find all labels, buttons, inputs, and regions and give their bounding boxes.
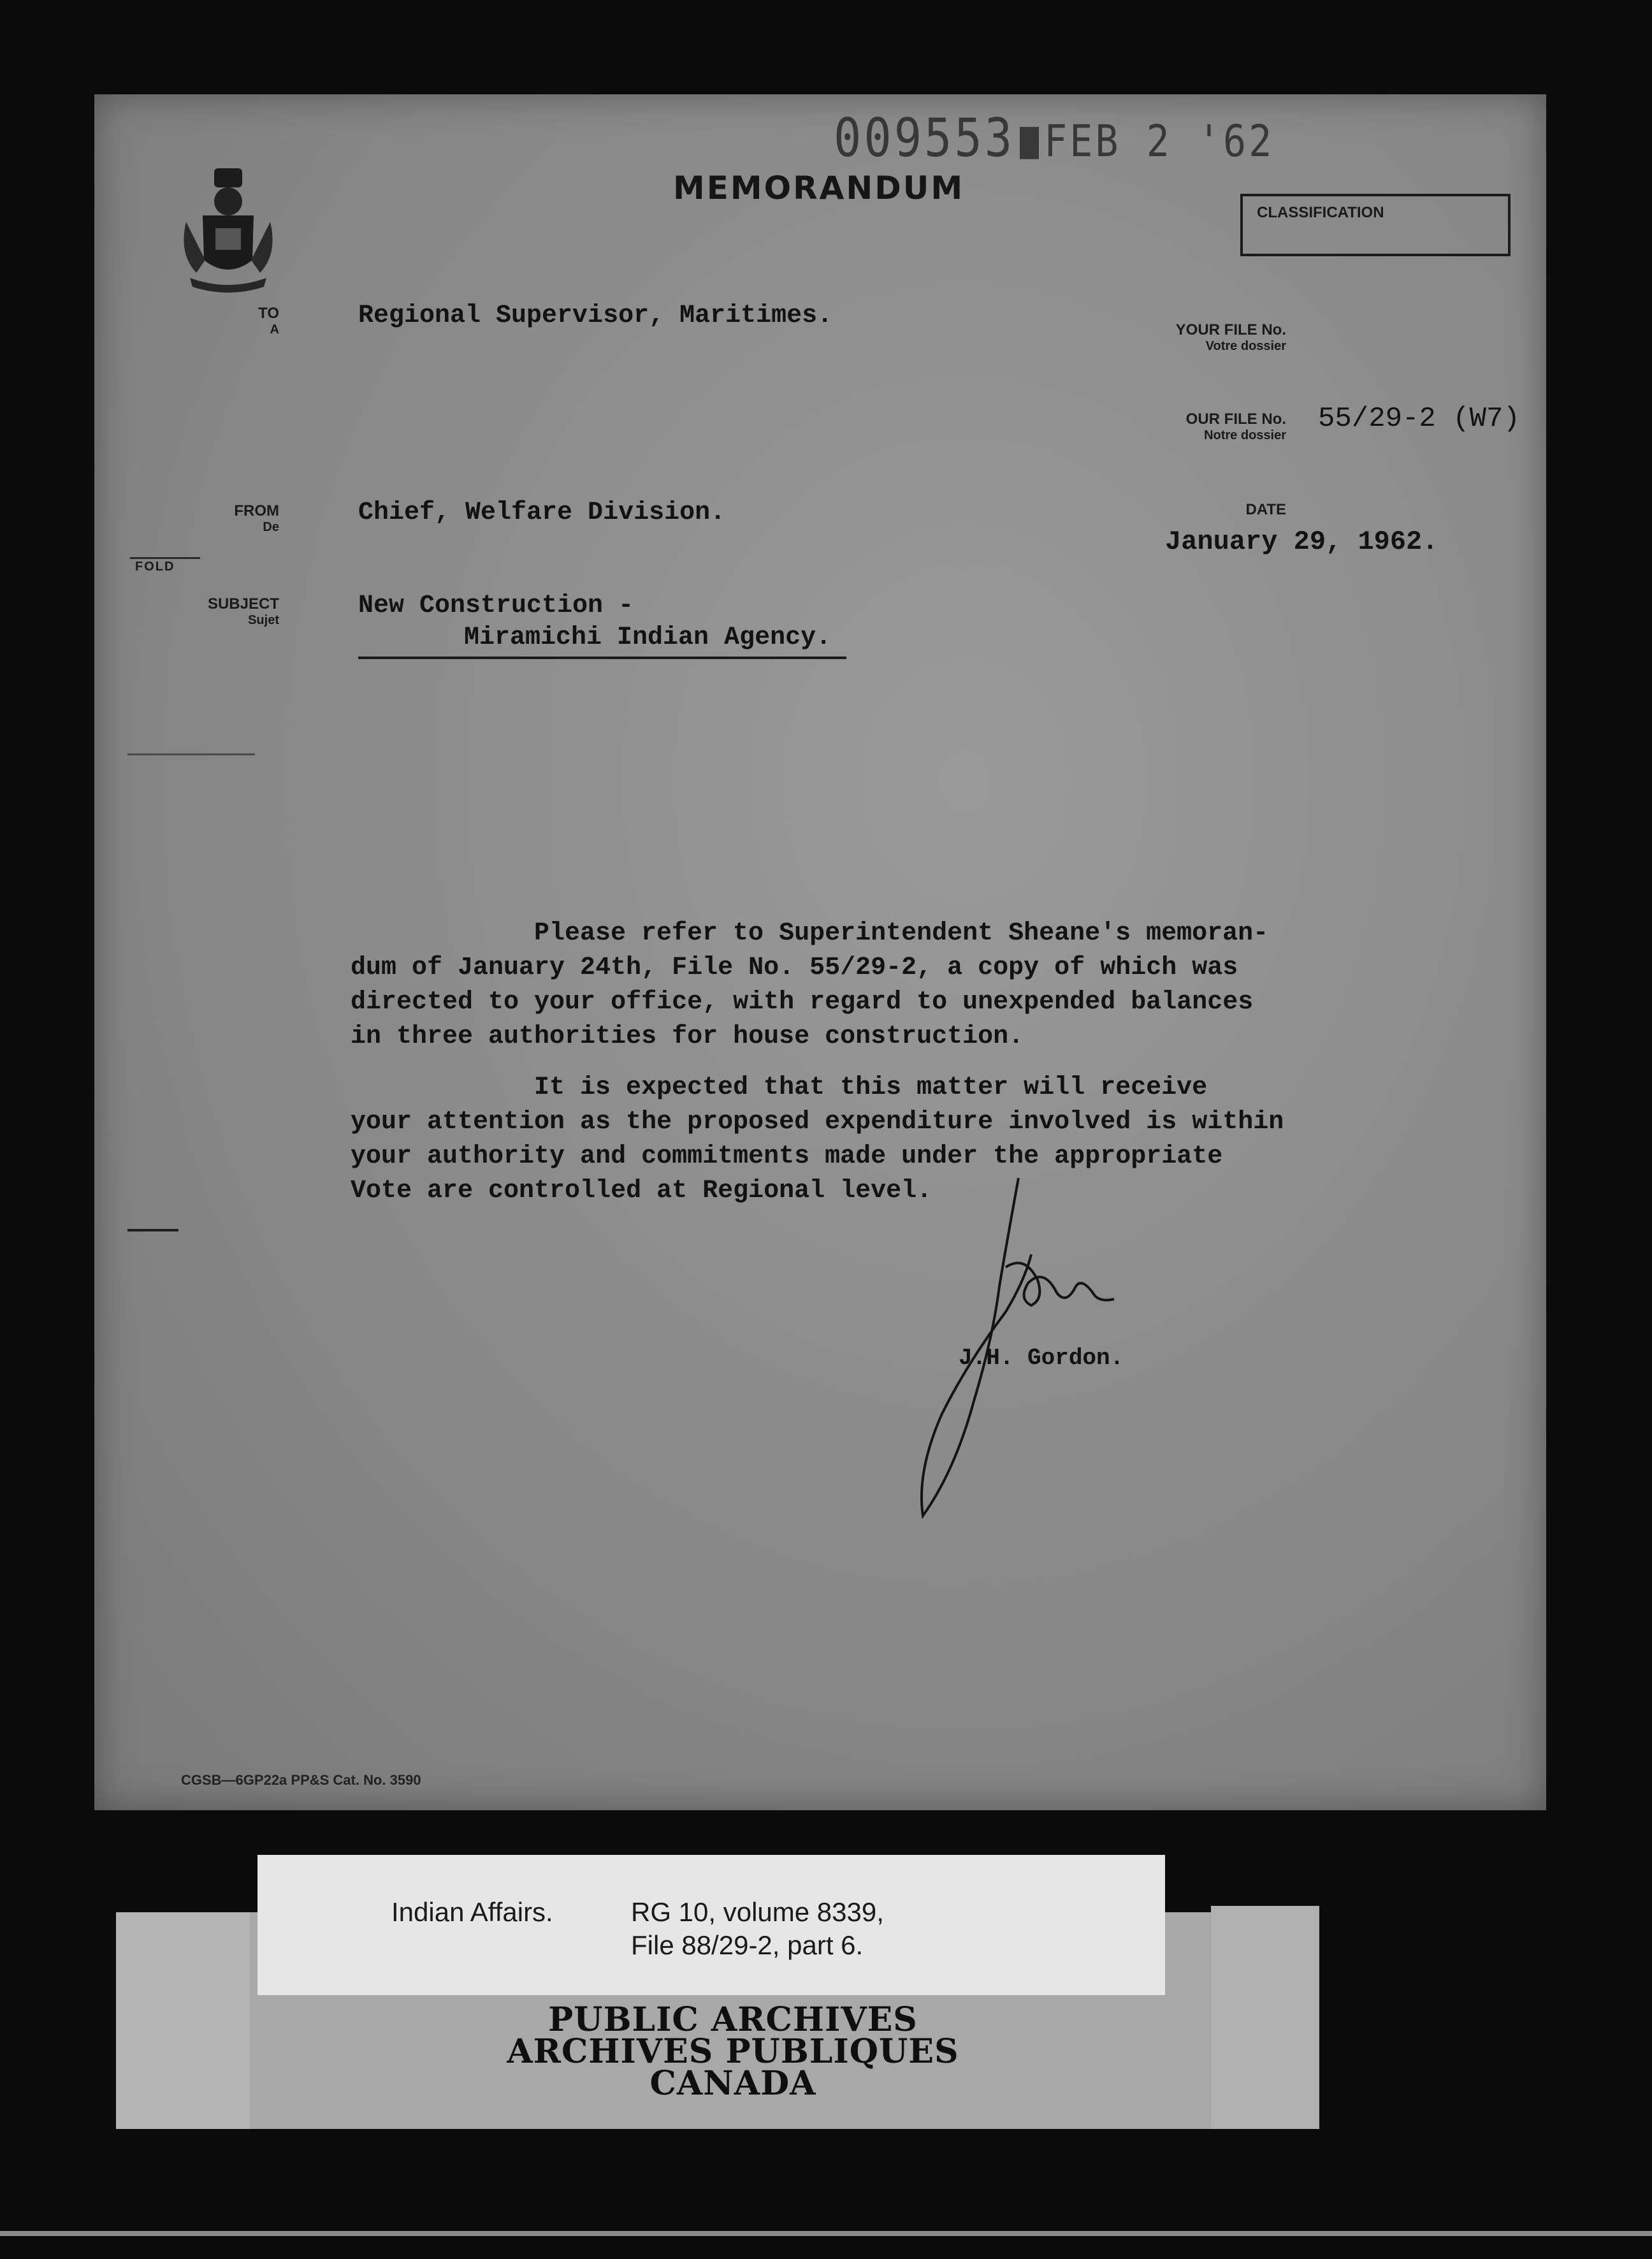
from-value: Chief, Welfare Division. <box>358 498 726 527</box>
to-label-block <box>222 305 279 337</box>
archive-tray-left <box>116 1912 250 2129</box>
subject-label: SUBJECT <box>207 595 279 613</box>
public-archives-label <box>414 2000 1052 2103</box>
archive-reference-card <box>257 1855 1165 1995</box>
paragraph-1-line: in three authorities for house construction. <box>351 1022 1024 1051</box>
paragraph-1-line: dum of January 24th, File No. 55/29-2, a copy of which was <box>351 954 1238 982</box>
form-code: CGSB—6GP22a PP&S Cat. No. 3590 <box>181 1772 421 1788</box>
from-label: FROM <box>234 502 279 519</box>
public-archives-line-1: PUBLIC ARCHIVES <box>548 2000 918 2039</box>
paragraph-1-line: Please refer to Superintendent Sheane's memoran- <box>534 919 1269 948</box>
subject-line-2: Miramichi Indian Agency. <box>464 623 832 652</box>
memo-sheet <box>94 94 1546 1810</box>
our-file-value: 55/29-2 (W7) <box>1318 403 1520 435</box>
subject-label-fr: Sujet <box>248 613 279 627</box>
signatory-name: J.H. Gordon. <box>959 1345 1124 1371</box>
paragraph-1 <box>351 917 1268 1054</box>
from-label-block <box>222 502 279 535</box>
to-label: TO <box>258 305 279 322</box>
classification-label: CLASSIFICATION <box>1257 204 1384 221</box>
to-value: Regional Supervisor, Maritimes. <box>358 301 833 330</box>
memo-title: MEMORANDUM <box>673 170 965 207</box>
fold-label: FOLD <box>135 560 175 574</box>
your-file-block <box>1140 321 1286 354</box>
our-file-block <box>1140 410 1286 443</box>
archive-department: Indian Affairs. <box>391 1897 553 1927</box>
paragraph-2-line: It is expected that this matter will receive <box>534 1073 1208 1102</box>
received-stamp <box>834 107 1274 169</box>
public-archives-line-2: ARCHIVES PUBLIQUES <box>507 2032 959 2071</box>
stamp-number: 009553 <box>834 107 1015 169</box>
archive-tray-right <box>1211 1906 1319 2129</box>
margin-dash <box>127 1229 178 1231</box>
classification-box <box>1240 194 1511 256</box>
your-file-label: YOUR FILE No. <box>1175 321 1286 338</box>
fold-mark <box>130 557 200 559</box>
coat-of-arms-icon <box>177 164 279 298</box>
subject-line-1: New Construction - <box>358 592 634 620</box>
stamp-date: FEB 2 '62 <box>1044 115 1275 168</box>
from-label-fr: De <box>263 520 279 534</box>
our-file-label-fr: Notre dossier <box>1204 428 1286 442</box>
archive-ref-line-2: File 88/29-2, part 6. <box>631 1930 864 1960</box>
film-edge <box>0 2231 1652 2236</box>
paragraph-2-line: your authority and commitments made under the appropriate <box>351 1142 1223 1171</box>
subject-label-block <box>190 595 279 628</box>
date-value: January 29, 1962. <box>1165 527 1438 557</box>
to-label-fr: A <box>270 323 279 337</box>
public-archives-line-3: CANADA <box>649 2064 816 2103</box>
paragraph-2-line: Vote are controlled at Regional level. <box>351 1177 932 1205</box>
paragraph-1-line: directed to your office, with regard to unexpended balances <box>351 988 1254 1017</box>
date-label: DATE <box>1245 501 1286 518</box>
paragraph-2-line: your attention as the proposed expenditure involved is within <box>351 1108 1284 1137</box>
margin-mark <box>127 753 255 755</box>
our-file-label: OUR FILE No. <box>1185 410 1286 428</box>
archive-ref-line-1: RG 10, volume 8339, <box>631 1897 884 1927</box>
your-file-label-fr: Votre dossier <box>1205 339 1286 353</box>
